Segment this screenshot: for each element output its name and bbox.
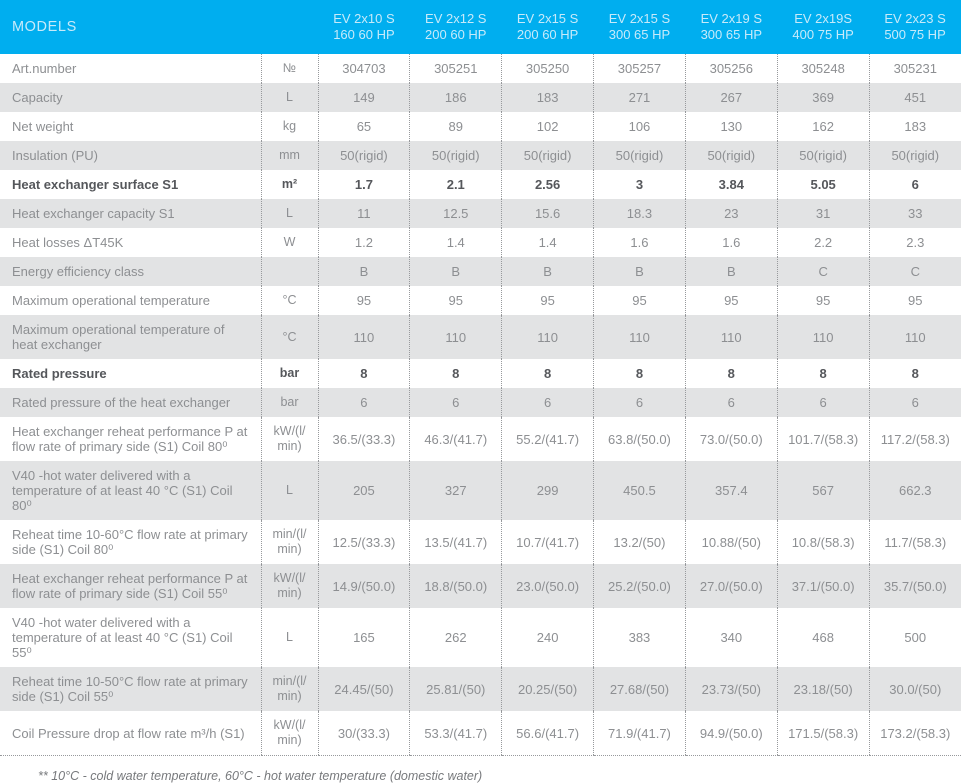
row-label: Heat exchanger reheat performance P at flow rate of primary side (S1) Coil 80⁰ (0, 417, 261, 461)
cell-value: 27.0/(50.0) (685, 564, 777, 608)
cell-value: 13.5/(41.7) (410, 520, 502, 564)
row-unit: bar (261, 359, 318, 388)
cell-value: 8 (318, 359, 410, 388)
table-row (0, 257, 961, 286)
cell-value: 6 (594, 388, 686, 417)
cell-value: 23 (685, 199, 777, 228)
cell-value: 1.6 (685, 228, 777, 257)
row-label: Rated pressure of the heat exchanger (0, 388, 261, 417)
cell-value: 12.5/(33.3) (318, 520, 410, 564)
table-row (0, 667, 961, 711)
row-label: Rated pressure (0, 359, 261, 388)
cell-value: 183 (869, 112, 961, 141)
row-label: V40 -hot water delivered with a temperature of at least 40 °C (S1) Coil 80⁰ (0, 461, 261, 520)
cell-value: 23.18/(50) (777, 667, 869, 711)
cell-value: 30.0/(50) (869, 667, 961, 711)
cell-value: 468 (777, 608, 869, 667)
cell-value: 2.56 (502, 170, 594, 199)
cell-value: 33 (869, 199, 961, 228)
cell-value: 102 (502, 112, 594, 141)
table-row (0, 315, 961, 359)
cell-value: 262 (410, 608, 502, 667)
cell-value: 8 (869, 359, 961, 388)
cell-value: 46.3/(41.7) (410, 417, 502, 461)
header-row (0, 0, 961, 54)
table-body (0, 54, 961, 756)
cell-value: 55.2/(41.7) (502, 417, 594, 461)
cell-value: 6 (869, 388, 961, 417)
cell-value: 369 (777, 83, 869, 112)
model-column-header: EV 2x10 S 160 60 HP (318, 0, 410, 54)
cell-value: 5.05 (777, 170, 869, 199)
row-label: V40 -hot water delivered with a temperature of at least 40 °C (S1) Coil 55⁰ (0, 608, 261, 667)
table-row (0, 199, 961, 228)
cell-value: 1.7 (318, 170, 410, 199)
cell-value: B (318, 257, 410, 286)
cell-value: 95 (502, 286, 594, 315)
cell-value: 305250 (502, 54, 594, 83)
row-label: Reheat time 10-50°C flow rate at primary side (S1) Coil 55⁰ (0, 667, 261, 711)
cell-value: 8 (777, 359, 869, 388)
cell-value: 24.45/(50) (318, 667, 410, 711)
cell-value: 130 (685, 112, 777, 141)
row-unit: mm (261, 141, 318, 170)
table-row (0, 461, 961, 520)
cell-value: 305231 (869, 54, 961, 83)
row-unit: № (261, 54, 318, 83)
row-unit: m² (261, 170, 318, 199)
cell-value: 450.5 (594, 461, 686, 520)
cell-value: 35.7/(50.0) (869, 564, 961, 608)
cell-value: 63.8/(50.0) (594, 417, 686, 461)
cell-value: 30/(33.3) (318, 711, 410, 756)
models-header: MODELS (0, 0, 318, 54)
cell-value: 662.3 (869, 461, 961, 520)
row-unit: kW/​(l/​min) (261, 711, 318, 756)
cell-value: 95 (685, 286, 777, 315)
cell-value: 50(rigid) (685, 141, 777, 170)
cell-value: 1.6 (594, 228, 686, 257)
row-unit: L (261, 83, 318, 112)
cell-value: 305251 (410, 54, 502, 83)
cell-value: 95 (410, 286, 502, 315)
cell-value: B (594, 257, 686, 286)
row-label: Insulation (PU) (0, 141, 261, 170)
cell-value: 106 (594, 112, 686, 141)
cell-value: 11.7/(58.3) (869, 520, 961, 564)
model-column-header: EV 2x15 S 200 60 HP (502, 0, 594, 54)
cell-value: 271 (594, 83, 686, 112)
row-label: Reheat time 10-60°C flow rate at primary side (S1) Coil 80⁰ (0, 520, 261, 564)
table-row (0, 711, 961, 756)
cell-value: 6 (869, 170, 961, 199)
footnote: ** 10°C - cold water temperature, 60°C - hot water temperature (domestic water) (38, 769, 483, 783)
cell-value: C (777, 257, 869, 286)
cell-value: C (869, 257, 961, 286)
cell-value: 101.7/(58.3) (777, 417, 869, 461)
cell-value: 50(rigid) (777, 141, 869, 170)
cell-value: 18.8/(50.0) (410, 564, 502, 608)
cell-value: 3.84 (685, 170, 777, 199)
cell-value: 27.68/(50) (594, 667, 686, 711)
cell-value: 95 (777, 286, 869, 315)
row-label: Heat exchanger reheat performance P at flow rate of primary side (S1) Coil 55⁰ (0, 564, 261, 608)
cell-value: 567 (777, 461, 869, 520)
row-unit: min/​(l/​min) (261, 667, 318, 711)
cell-value: 2.3 (869, 228, 961, 257)
cell-value: 110 (502, 315, 594, 359)
cell-value: 15.6 (502, 199, 594, 228)
cell-value: 89 (410, 112, 502, 141)
cell-value: 1.4 (410, 228, 502, 257)
row-unit: bar (261, 388, 318, 417)
cell-value: 8 (685, 359, 777, 388)
cell-value: 31 (777, 199, 869, 228)
cell-value: 451 (869, 83, 961, 112)
cell-value: 50(rigid) (869, 141, 961, 170)
cell-value: 171.5/(58.3) (777, 711, 869, 756)
row-label: Coil Pressure drop at flow rate m³/h (S1) (0, 711, 261, 756)
cell-value: 340 (685, 608, 777, 667)
cell-value: 240 (502, 608, 594, 667)
cell-value: 10.8/(58.3) (777, 520, 869, 564)
cell-value: 183 (502, 83, 594, 112)
cell-value: 8 (410, 359, 502, 388)
cell-value: 95 (869, 286, 961, 315)
cell-value: 1.4 (502, 228, 594, 257)
row-unit: min/​(l/​min) (261, 520, 318, 564)
cell-value: 110 (594, 315, 686, 359)
cell-value: B (502, 257, 594, 286)
row-label: Capacity (0, 83, 261, 112)
row-label: Net weight (0, 112, 261, 141)
cell-value: 186 (410, 83, 502, 112)
cell-value: 6 (318, 388, 410, 417)
cell-value: 299 (502, 461, 594, 520)
cell-value: 25.2/(50.0) (594, 564, 686, 608)
cell-value: 50(rigid) (502, 141, 594, 170)
cell-value: 1.2 (318, 228, 410, 257)
cell-value: 95 (318, 286, 410, 315)
cell-value: 8 (594, 359, 686, 388)
row-unit (261, 257, 318, 286)
cell-value: 14.9/(50.0) (318, 564, 410, 608)
cell-value: B (410, 257, 502, 286)
row-unit: kW/​(l/​min) (261, 564, 318, 608)
cell-value: 305257 (594, 54, 686, 83)
table-row (0, 228, 961, 257)
cell-value: 2.2 (777, 228, 869, 257)
cell-value: 37.1/(50.0) (777, 564, 869, 608)
cell-value: 162 (777, 112, 869, 141)
cell-value: 304703 (318, 54, 410, 83)
cell-value: 383 (594, 608, 686, 667)
row-unit: L (261, 461, 318, 520)
row-unit: L (261, 199, 318, 228)
row-label: Maximum operational temperature (0, 286, 261, 315)
cell-value: 6 (777, 388, 869, 417)
row-unit: kg (261, 112, 318, 141)
table-row (0, 170, 961, 199)
cell-value: 357.4 (685, 461, 777, 520)
cell-value: 8 (502, 359, 594, 388)
cell-value: 20.25/(50) (502, 667, 594, 711)
cell-value: 12.5 (410, 199, 502, 228)
table-row (0, 83, 961, 112)
row-unit: L (261, 608, 318, 667)
cell-value: 305248 (777, 54, 869, 83)
cell-value: 305256 (685, 54, 777, 83)
row-unit: °C (261, 315, 318, 359)
cell-value: 18.3 (594, 199, 686, 228)
cell-value: 10.7/(41.7) (502, 520, 594, 564)
row-label: Energy efficiency class (0, 257, 261, 286)
cell-value: 73.0/(50.0) (685, 417, 777, 461)
cell-value: 11 (318, 199, 410, 228)
cell-value: 110 (318, 315, 410, 359)
cell-value: 94.9/(50.0) (685, 711, 777, 756)
cell-value: 10.88/(50) (685, 520, 777, 564)
table-row (0, 359, 961, 388)
model-column-header: EV 2x19 S 300 65 HP (685, 0, 777, 54)
row-label: Heat exchanger capacity S1 (0, 199, 261, 228)
cell-value: 13.2/(50) (594, 520, 686, 564)
row-unit: kW/​(l/​min) (261, 417, 318, 461)
row-label: Maximum operational temperature of heat exchanger (0, 315, 261, 359)
cell-value: 6 (410, 388, 502, 417)
cell-value: 267 (685, 83, 777, 112)
cell-value: 6 (502, 388, 594, 417)
table-header (0, 0, 961, 54)
cell-value: 25.81/(50) (410, 667, 502, 711)
cell-value: 6 (685, 388, 777, 417)
model-column-header: EV 2x23 S 500 75 HP (869, 0, 961, 54)
cell-value: 500 (869, 608, 961, 667)
cell-value: B (685, 257, 777, 286)
cell-value: 2.1 (410, 170, 502, 199)
table-row (0, 54, 961, 83)
cell-value: 165 (318, 608, 410, 667)
row-label: Heat losses ΔT45K (0, 228, 261, 257)
table-row (0, 112, 961, 141)
table-row (0, 286, 961, 315)
row-unit: °C (261, 286, 318, 315)
cell-value: 53.3/(41.7) (410, 711, 502, 756)
table-row (0, 608, 961, 667)
cell-value: 50(rigid) (594, 141, 686, 170)
row-label: Art.number (0, 54, 261, 83)
cell-value: 3 (594, 170, 686, 199)
cell-value: 95 (594, 286, 686, 315)
table-row (0, 388, 961, 417)
cell-value: 56.6/(41.7) (502, 711, 594, 756)
cell-value: 110 (685, 315, 777, 359)
table-row (0, 141, 961, 170)
cell-value: 23.0/(50.0) (502, 564, 594, 608)
cell-value: 36.5/(33.3) (318, 417, 410, 461)
table-row (0, 520, 961, 564)
cell-value: 327 (410, 461, 502, 520)
row-unit: W (261, 228, 318, 257)
cell-value: 50(rigid) (318, 141, 410, 170)
table-row (0, 417, 961, 461)
cell-value: 205 (318, 461, 410, 520)
cell-value: 50(rigid) (410, 141, 502, 170)
cell-value: 149 (318, 83, 410, 112)
cell-value: 110 (777, 315, 869, 359)
cell-value: 173.2/(58.3) (869, 711, 961, 756)
row-label: Heat exchanger surface S1 (0, 170, 261, 199)
cell-value: 110 (869, 315, 961, 359)
table-row (0, 564, 961, 608)
cell-value: 117.2/(58.3) (869, 417, 961, 461)
cell-value: 110 (410, 315, 502, 359)
cell-value: 23.73/(50) (685, 667, 777, 711)
model-column-header: EV 2x15 S 300 65 HP (594, 0, 686, 54)
model-column-header: EV 2x12 S 200 60 HP (410, 0, 502, 54)
cell-value: 71.9/(41.7) (594, 711, 686, 756)
cell-value: 65 (318, 112, 410, 141)
model-column-header: EV 2x19S 400 75 HP (777, 0, 869, 54)
